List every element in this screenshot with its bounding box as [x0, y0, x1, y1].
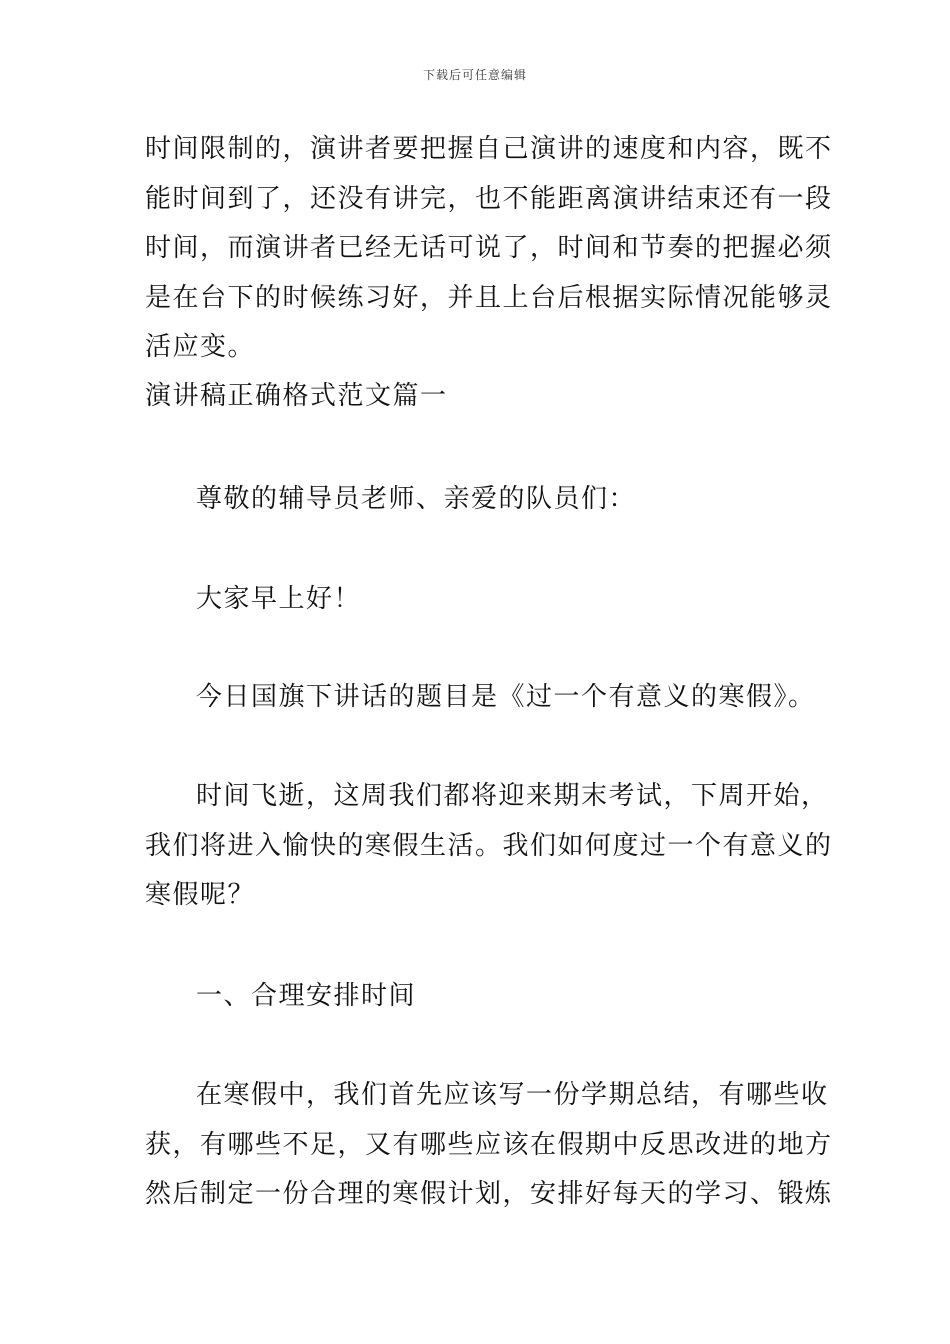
page-header: 下载后可任意编辑 — [422, 68, 527, 82]
paragraph-line: 在寒假中，我们首先应该写一份学期总结，有哪些收 — [196, 1080, 829, 1110]
paragraph-line: 时间，而演讲者已经无话可说了，时间和节奏的把握必须 — [145, 233, 833, 263]
paragraph-line: 然后制定一份合理的寒假计划，安排好每天的学习、锻炼 — [145, 1179, 833, 1209]
subsection-heading: 一、合理安排时间 — [196, 981, 417, 1011]
paragraph-line: 时间飞逝，这周我们都将迎来期末考试，下周开始， — [196, 781, 829, 811]
section-heading: 演讲稿正确格式范文篇一 — [145, 381, 448, 411]
paragraph-line: 我们将进入愉快的寒假生活。我们如何度过一个有意义的 — [145, 831, 833, 861]
paragraph-line: 寒假呢？ — [145, 880, 256, 910]
paragraph-line: 是在台下的时候练习好，并且上台后根据实际情况能够灵 — [145, 283, 833, 313]
paragraph-line: 活应变。 — [145, 332, 256, 362]
greeting: 大家早上好！ — [196, 584, 362, 614]
salutation: 尊敬的辅导员老师、亲爱的队员们： — [196, 484, 637, 514]
paragraph-line: 今日国旗下讲话的题目是《过一个有意义的寒假》。 — [196, 682, 816, 712]
paragraph-line: 获，有哪些不足，又有哪些应该在假期中反思改进的地方 — [145, 1130, 833, 1160]
paragraph-line: 能时间到了，还没有讲完，也不能距离演讲结束还有一段 — [145, 184, 833, 214]
paragraph-line: 时间限制的，演讲者要把握自己演讲的速度和内容，既不 — [145, 134, 833, 164]
